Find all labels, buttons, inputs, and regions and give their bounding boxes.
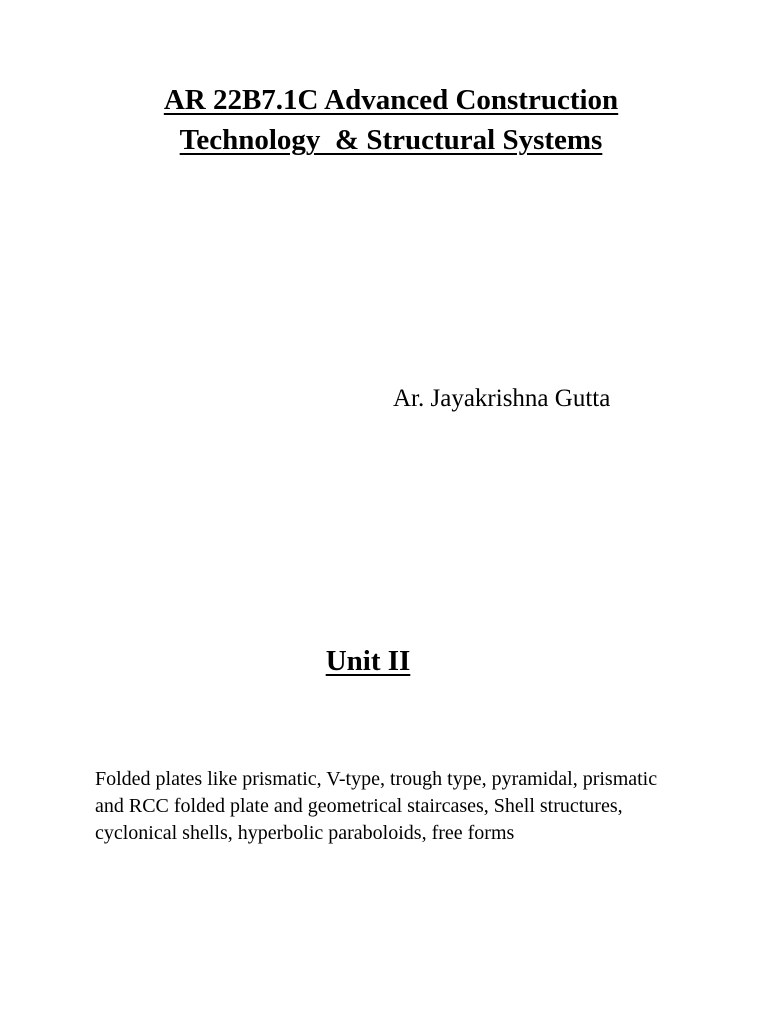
title-line-1: AR 22B7.1C Advanced Construction bbox=[163, 84, 619, 116]
unit-heading bbox=[0, 642, 736, 680]
author-name: Ar. Jayakrishna Gutta bbox=[393, 385, 611, 412]
unit-description: Folded plates like prismatic, V-type, trough type, pyramidal, prismatic and RCC folded plate and geometrical staircases, Shell structures, cyclonical shells, hyperbolic paraboloids, free forms bbox=[95, 768, 658, 844]
unit-heading-text: Unit II bbox=[325, 645, 411, 677]
document-title bbox=[0, 80, 768, 160]
title-line-2: Technology & Structural Systems bbox=[179, 124, 603, 156]
